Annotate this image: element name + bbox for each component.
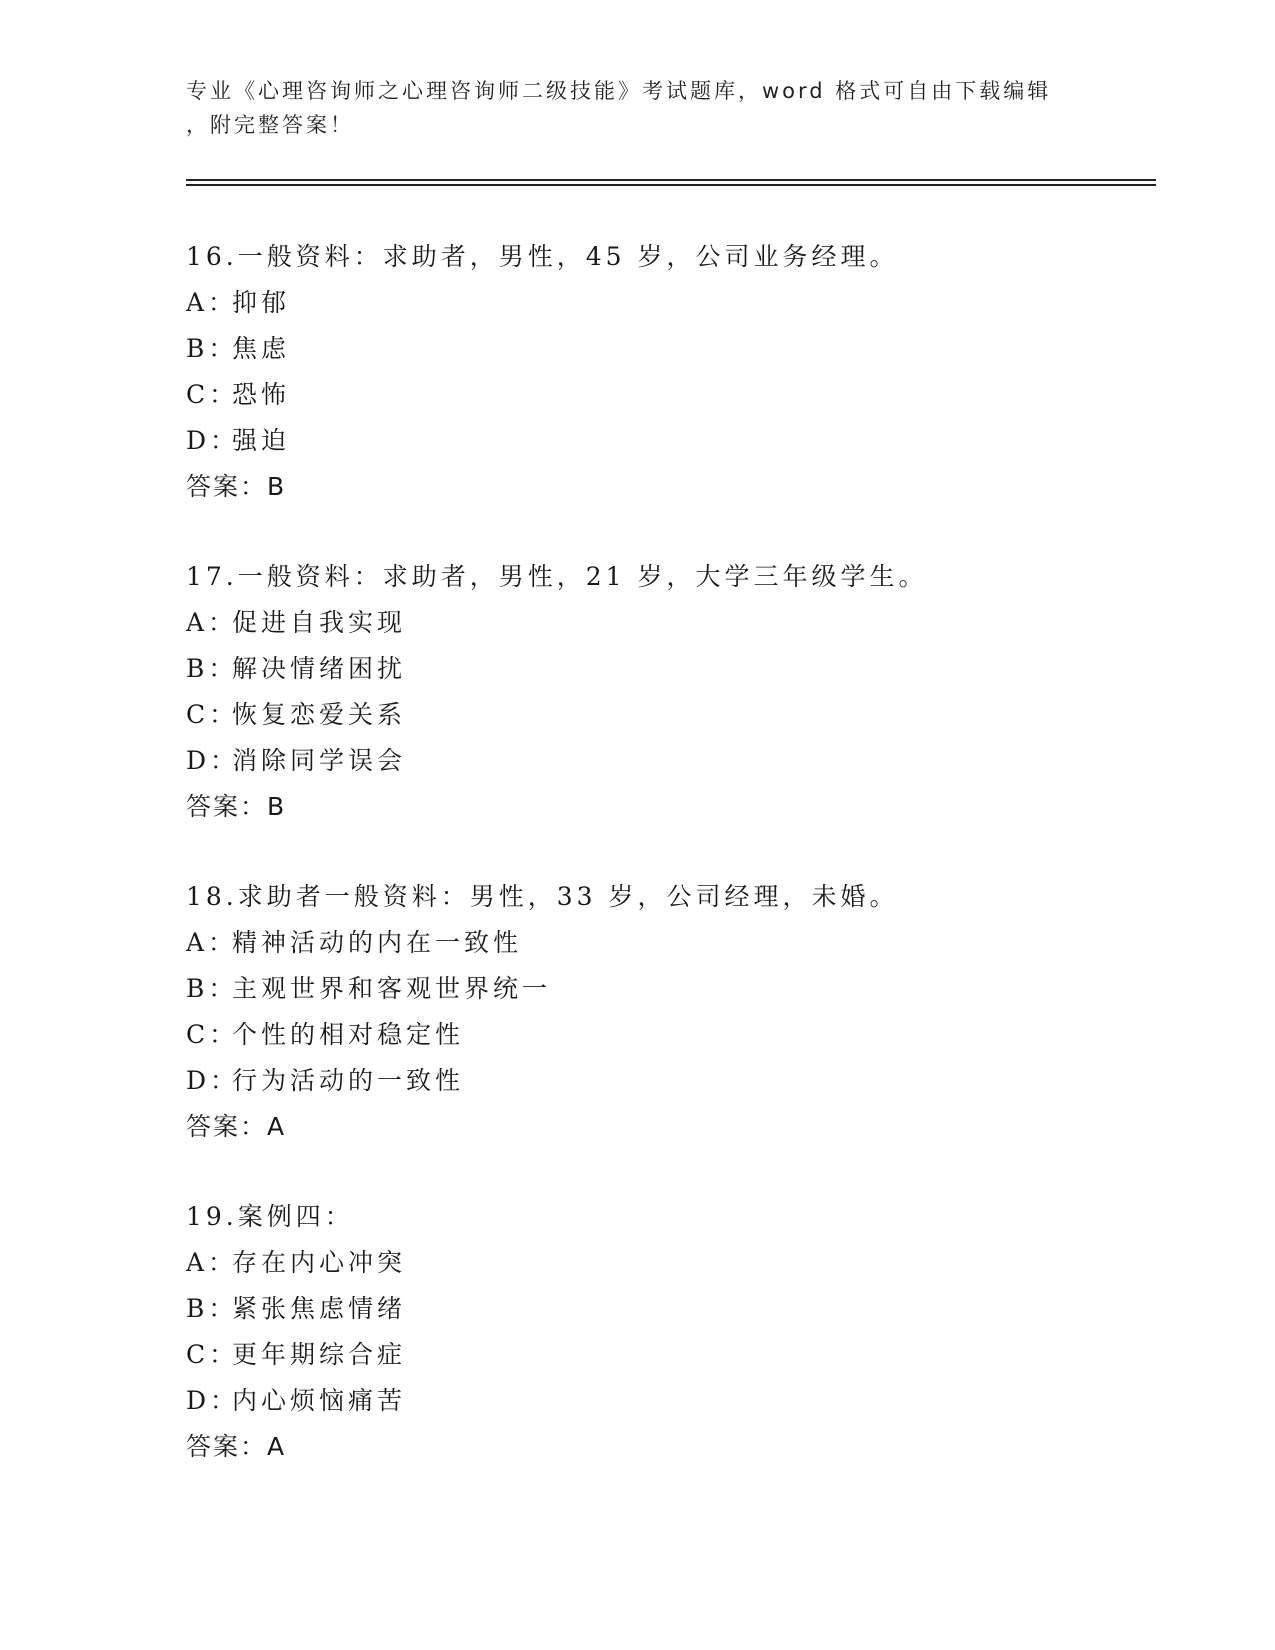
answer-line [186, 1424, 1146, 1470]
option-b [186, 966, 1146, 1012]
option-text: 更年期综合症 [232, 1340, 407, 1369]
option-key: C： [186, 1020, 239, 1049]
question-19 [186, 1194, 1146, 1470]
option-d [186, 738, 1146, 784]
option-a [186, 920, 1146, 966]
option-key: B： [186, 654, 238, 683]
option-key: D： [186, 746, 240, 775]
option-text: 主观世界和客观世界统一 [232, 974, 552, 1003]
option-b [186, 326, 1146, 372]
question-stem: 16.一般资料：求助者，男性，45 岁，公司业务经理。 [186, 242, 899, 271]
option-text: 消除同学误会 [232, 746, 407, 775]
option-text: 紧张焦虑情绪 [232, 1294, 407, 1323]
answer-line [186, 784, 1146, 830]
question-17 [186, 554, 1146, 830]
option-key: A： [186, 1248, 238, 1277]
option-text: 行为活动的一致性 [232, 1066, 465, 1095]
answer-value: A [267, 1112, 287, 1141]
option-text: 恐怖 [232, 380, 291, 409]
option-c [186, 1012, 1146, 1058]
option-key: C： [186, 700, 239, 729]
option-d [186, 418, 1146, 464]
option-text: 个性的相对稳定性 [232, 1020, 465, 1049]
option-a [186, 1240, 1146, 1286]
answer-line [186, 464, 1146, 510]
option-key: A： [186, 608, 238, 637]
answer-value: A [267, 1432, 287, 1461]
option-text: 焦虑 [232, 334, 291, 363]
header-line-2: ，附完整答案！ [186, 113, 354, 137]
option-b [186, 646, 1146, 692]
option-key: D： [186, 1066, 240, 1095]
option-key: D： [186, 426, 240, 455]
option-text: 促进自我实现 [232, 608, 407, 637]
option-c [186, 1332, 1146, 1378]
option-a [186, 280, 1146, 326]
option-text: 恢复恋爱关系 [232, 700, 407, 729]
option-text: 强迫 [232, 426, 291, 455]
option-d [186, 1058, 1146, 1104]
answer-line [186, 1104, 1146, 1150]
option-key: D： [186, 1386, 240, 1415]
option-text: 抑郁 [232, 288, 291, 317]
option-key: B： [186, 334, 238, 363]
option-d [186, 1378, 1146, 1424]
option-text: 解决情绪困扰 [232, 654, 407, 683]
option-a [186, 600, 1146, 646]
option-b [186, 1286, 1146, 1332]
question-16 [186, 234, 1146, 510]
answer-label: 答案： [186, 792, 268, 821]
document-header [186, 74, 1086, 142]
answer-label: 答案： [186, 1112, 268, 1141]
option-key: C： [186, 1340, 239, 1369]
question-stem: 19.案例四： [186, 1202, 354, 1231]
option-key: A： [186, 288, 238, 317]
header-line-1: 专业《心理咨询师之心理咨询师二级技能》考试题库，word 格式可自由下载编辑 [186, 79, 1052, 103]
answer-label: 答案： [186, 472, 268, 501]
answer-value: B [267, 472, 287, 501]
option-c [186, 692, 1146, 738]
answer-label: 答案： [186, 1432, 268, 1461]
header-divider-bottom [186, 184, 1156, 186]
option-text: 存在内心冲突 [232, 1248, 407, 1277]
question-18 [186, 874, 1146, 1150]
question-stem: 17.一般资料：求助者，男性，21 岁，大学三年级学生。 [186, 562, 928, 591]
option-c [186, 372, 1146, 418]
answer-value: B [267, 792, 287, 821]
option-text: 精神活动的内在一致性 [232, 928, 523, 957]
option-key: B： [186, 974, 238, 1003]
header-divider-top [186, 179, 1156, 181]
option-key: C： [186, 380, 239, 409]
option-key: B： [186, 1294, 238, 1323]
option-key: A： [186, 928, 238, 957]
question-stem: 18.求助者一般资料：男性，33 岁，公司经理，未婚。 [186, 882, 899, 911]
option-text: 内心烦恼痛苦 [232, 1386, 407, 1415]
